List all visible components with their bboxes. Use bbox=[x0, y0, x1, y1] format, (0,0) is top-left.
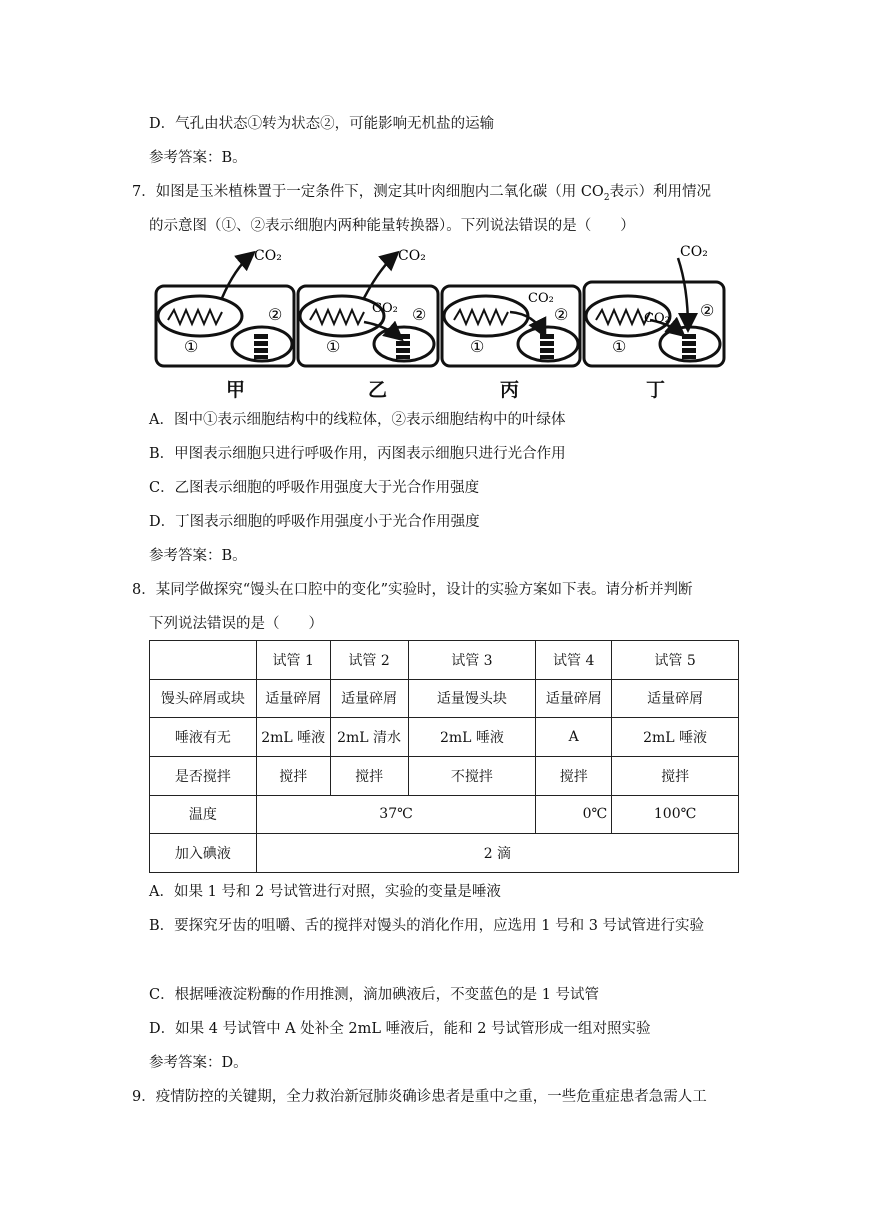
panel-ding bbox=[584, 244, 724, 366]
organelle2-label: ② bbox=[412, 305, 427, 324]
table-cell: 2mL 清水 bbox=[330, 718, 408, 757]
table-cell: 试管 4 bbox=[536, 641, 612, 680]
q7-option-c: C．乙图表示细胞的呼吸作用强度大于光合作用强度 bbox=[149, 480, 480, 496]
table-cell: 试管 5 bbox=[612, 641, 739, 680]
table-cell: 不搅拌 bbox=[408, 756, 536, 795]
table-cell: 37℃ bbox=[256, 795, 536, 834]
table-cell: A bbox=[536, 718, 612, 757]
panel-label-yi: 乙 bbox=[368, 379, 388, 401]
q8-stem-line2: 下列说法错误的是（ ） bbox=[149, 616, 323, 632]
q8-option-d: D．如果 4 号试管中 A 处补全 2mL 唾液后，能和 2 号试管形成一组对照实验 bbox=[149, 1021, 651, 1037]
panel-label-ding: 丁 bbox=[646, 379, 666, 401]
table-cell: 搅拌 bbox=[330, 756, 408, 795]
cell-co2-figure bbox=[150, 238, 730, 373]
table-cell: 适量碎屑 bbox=[330, 679, 408, 718]
table-row bbox=[150, 795, 739, 834]
table-cell: 适量碎屑 bbox=[256, 679, 330, 718]
experiment-table bbox=[149, 640, 739, 873]
panel-yi bbox=[298, 248, 438, 366]
table-cell: 试管 2 bbox=[330, 641, 408, 680]
q7-option-b: B．甲图表示细胞只进行呼吸作用，丙图表示细胞只进行光合作用 bbox=[149, 446, 566, 462]
q9-stem-line1: 9．疫情防控的关键期，全力救治新冠肺炎确诊患者是重中之重，一些危重症患者急需人工 bbox=[132, 1089, 707, 1105]
co2-label: CO₂ bbox=[372, 301, 398, 316]
table-cell: 2mL 唾液 bbox=[612, 718, 739, 757]
table-cell: 2mL 唾液 bbox=[408, 718, 536, 757]
organelle2-label: ② bbox=[700, 301, 715, 320]
table-cell: 试管 1 bbox=[256, 641, 330, 680]
table-cell: 2mL 唾液 bbox=[256, 718, 330, 757]
co2-label: CO₂ bbox=[254, 248, 282, 264]
co2-label: CO₂ bbox=[528, 291, 554, 306]
table-cell bbox=[150, 641, 257, 680]
panel-label-jia: 甲 bbox=[226, 379, 246, 401]
organelle2-label: ② bbox=[554, 305, 569, 324]
q6-answer: 参考答案：B。 bbox=[149, 150, 247, 166]
table-cell: 适量馒头块 bbox=[408, 679, 536, 718]
panel-bing bbox=[442, 286, 580, 366]
co2-label: CO₂ bbox=[644, 311, 670, 326]
q8-stem-line1: 8．某同学做探究“馒头在口腔中的变化”实验时，设计的实验方案如下表。请分析并判断 bbox=[132, 582, 693, 598]
q7-stem-line1: 7．如图是玉米植株置于一定条件下，测定其叶肉细胞内二氧化碳（用 $CO_2$表示）利用情况 bbox=[132, 184, 712, 203]
panel-label-bing: 丙 bbox=[500, 379, 520, 401]
table-cell: 试管 3 bbox=[408, 641, 536, 680]
table-cell: 搅拌 bbox=[256, 756, 330, 795]
table-cell: 适量碎屑 bbox=[612, 679, 739, 718]
organelle1-label: ① bbox=[326, 337, 341, 356]
q8-option-c: C．根据唾液淀粉酶的作用推测，滴加碘液后，不变蓝色的是 1 号试管 bbox=[149, 987, 600, 1003]
table-cell: 2 滴 bbox=[256, 834, 738, 873]
table-row bbox=[150, 718, 739, 757]
q8-answer: 参考答案：D。 bbox=[149, 1055, 248, 1071]
table-cell: 加入碘液 bbox=[150, 834, 257, 873]
q8-option-b: B．要探究牙齿的咀嚼、舌的搅拌对馒头的消化作用，应选用 1 号和 3 号试管进行实验 bbox=[149, 918, 705, 934]
table-cell: 馒头碎屑或块 bbox=[150, 679, 257, 718]
table-cell: 100℃ bbox=[612, 795, 739, 834]
organelle1-label: ① bbox=[470, 337, 485, 356]
table-cell: 0℃ bbox=[536, 795, 612, 834]
table-cell: 是否搅拌 bbox=[150, 756, 257, 795]
organelle1-label: ① bbox=[184, 337, 199, 356]
q7-option-d: D．丁图表示细胞的呼吸作用强度小于光合作用强度 bbox=[149, 514, 480, 530]
q7-stem-line2: 的示意图（①、②表示细胞内两种能量转换器）。下列说法错误的是（ ） bbox=[149, 218, 635, 234]
table-cell: 搅拌 bbox=[612, 756, 739, 795]
table-row bbox=[150, 756, 739, 795]
co2-label: CO₂ bbox=[398, 248, 426, 264]
q7-option-a: A．图中①表示细胞结构中的线粒体，②表示细胞结构中的叶绿体 bbox=[149, 412, 566, 428]
q8-option-a: A．如果 1 号和 2 号试管进行对照，实验的变量是唾液 bbox=[149, 884, 501, 900]
panel-jia bbox=[156, 248, 294, 366]
co2-label: CO₂ bbox=[680, 244, 708, 260]
table-cell: 唾液有无 bbox=[150, 718, 257, 757]
table-cell: 搅拌 bbox=[536, 756, 612, 795]
table-cell: 温度 bbox=[150, 795, 257, 834]
organelle1-label: ① bbox=[612, 337, 627, 356]
table-row bbox=[150, 834, 739, 873]
q7-answer: 参考答案：B。 bbox=[149, 548, 247, 564]
organelle2-label: ② bbox=[268, 305, 283, 324]
q6-option-d: D．气孔由状态①转为状态②，可能影响无机盐的运输 bbox=[149, 116, 495, 132]
table-row bbox=[150, 679, 739, 718]
table-cell: 适量碎屑 bbox=[536, 679, 612, 718]
table-header-row bbox=[150, 641, 739, 680]
